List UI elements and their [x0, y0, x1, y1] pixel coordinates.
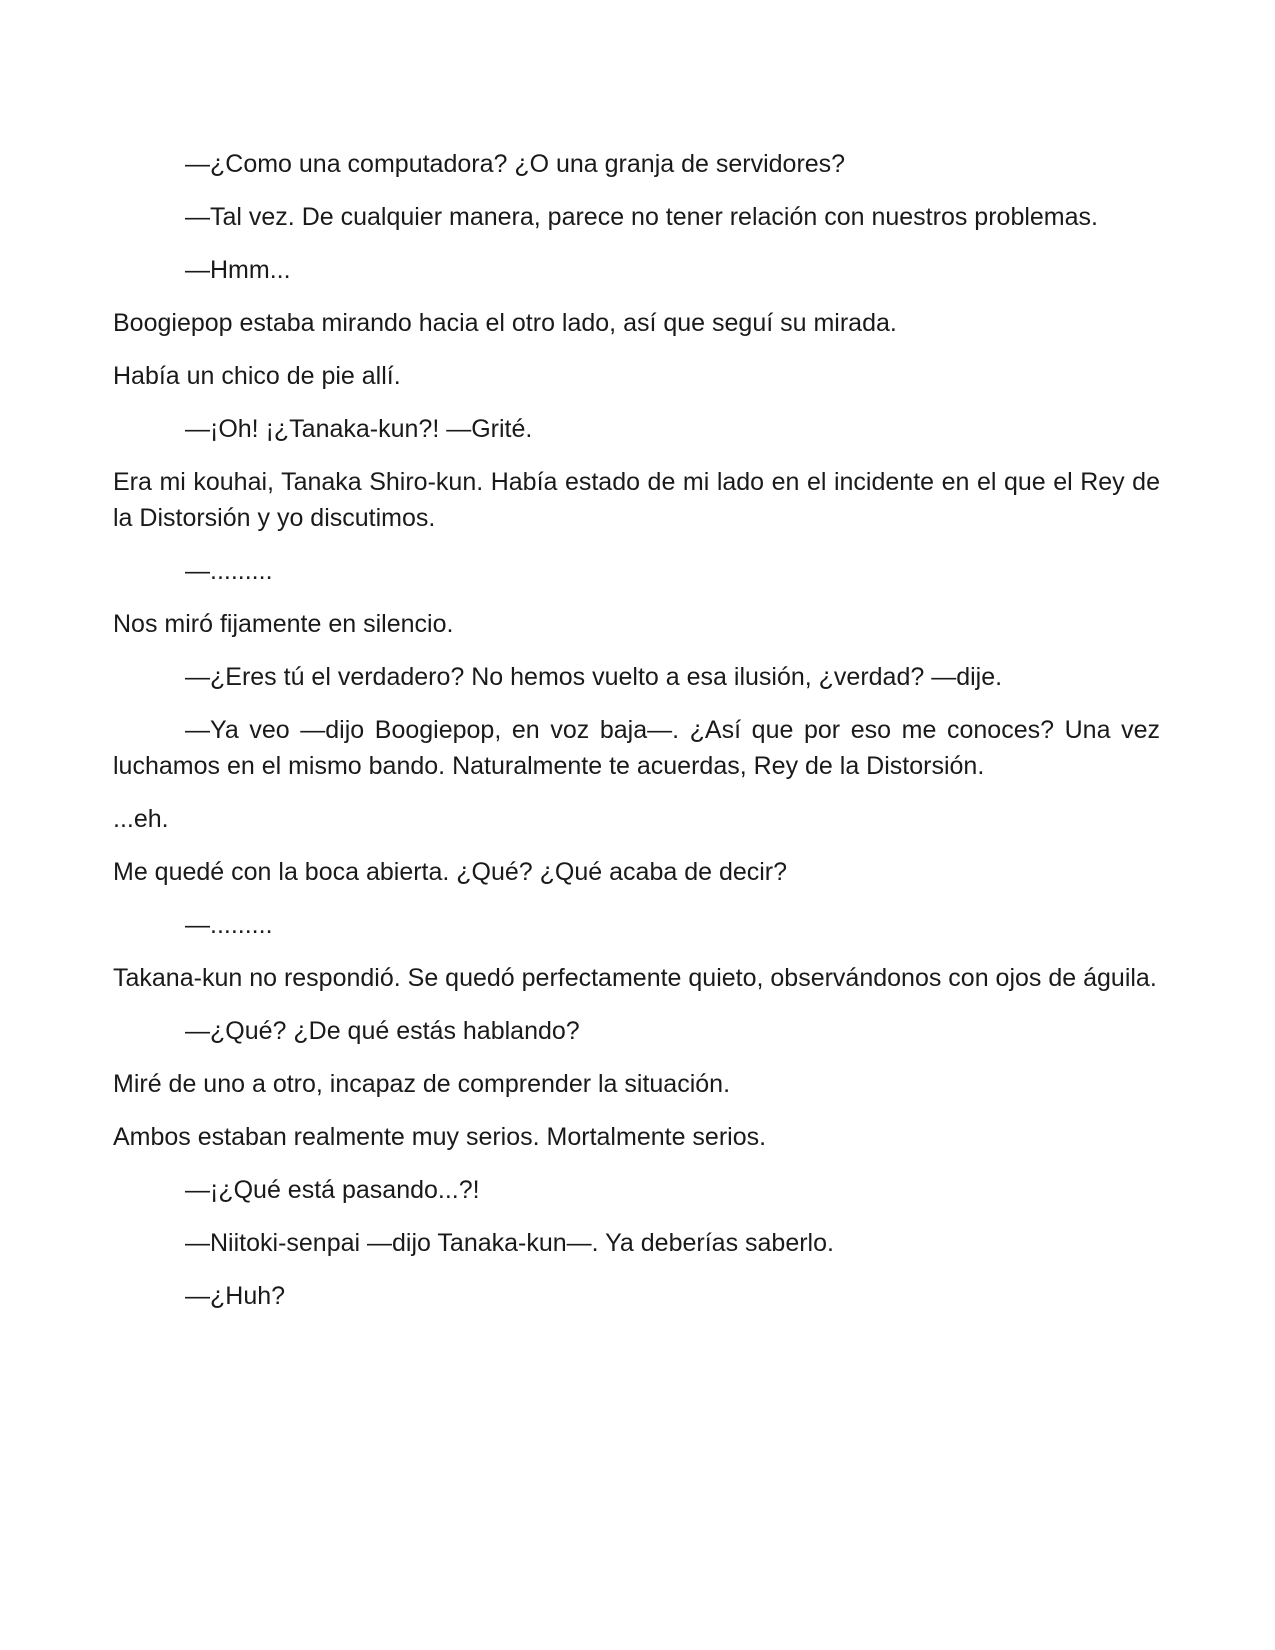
paragraph: —¿Como una computadora? ¿O una granja de servidores?: [185, 150, 846, 178]
paragraph: —Tal vez. De cualquier manera, parece no tener relación con nuestros problemas.: [185, 203, 1098, 231]
paragraph: Nos miró fijamente en silencio.: [113, 610, 454, 638]
paragraph: Miré de uno a otro, incapaz de comprender la situación.: [113, 1070, 731, 1098]
paragraph: Takana-kun no respondió. Se quedó perfectamente quieto, observándonos con ojos de águila.: [113, 964, 1157, 992]
paragraph: —.........: [185, 557, 273, 585]
paragraph: —Niitoki-senpai —dijo Tanaka-kun—. Ya deberías saberlo.: [185, 1229, 834, 1257]
body-text: [113, 146, 1160, 1331]
paragraph: —¿Qué? ¿De qué estás hablando?: [185, 1017, 580, 1045]
paragraph: —Ya veo —dijo Boogiepop, en voz baja—. ¿Así que por eso me conoces? Una vez luchamos en el mismo bando. Naturalmente te acuerdas, Rey de la Distorsión.: [113, 716, 1160, 780]
paragraph: Ambos estaban realmente muy serios. Mortalmente serios.: [113, 1123, 767, 1151]
paragraph: Me quedé con la boca abierta. ¿Qué? ¿Qué acaba de decir?: [113, 858, 788, 886]
paragraph: —.........: [185, 911, 273, 939]
paragraph: ...eh.: [113, 805, 169, 833]
paragraph: —¿Eres tú el verdadero? No hemos vuelto a esa ilusión, ¿verdad? —dije.: [185, 663, 1003, 691]
paragraph: —¡¿Qué está pasando...?!: [185, 1176, 480, 1204]
paragraph: Era mi kouhai, Tanaka Shiro-kun. Había estado de mi lado en el incidente en el que el Rey de la Distorsión y yo discutimos.: [113, 468, 1160, 532]
paragraph: —¡Oh! ¡¿Tanaka-kun?! —Grité.: [185, 415, 533, 443]
paragraph: Boogiepop estaba mirando hacia el otro lado, así que seguí su mirada.: [113, 309, 897, 337]
paragraph: —Hmm...: [185, 256, 291, 284]
paragraph: Había un chico de pie allí.: [113, 362, 401, 390]
paragraph: —¿Huh?: [185, 1282, 286, 1310]
